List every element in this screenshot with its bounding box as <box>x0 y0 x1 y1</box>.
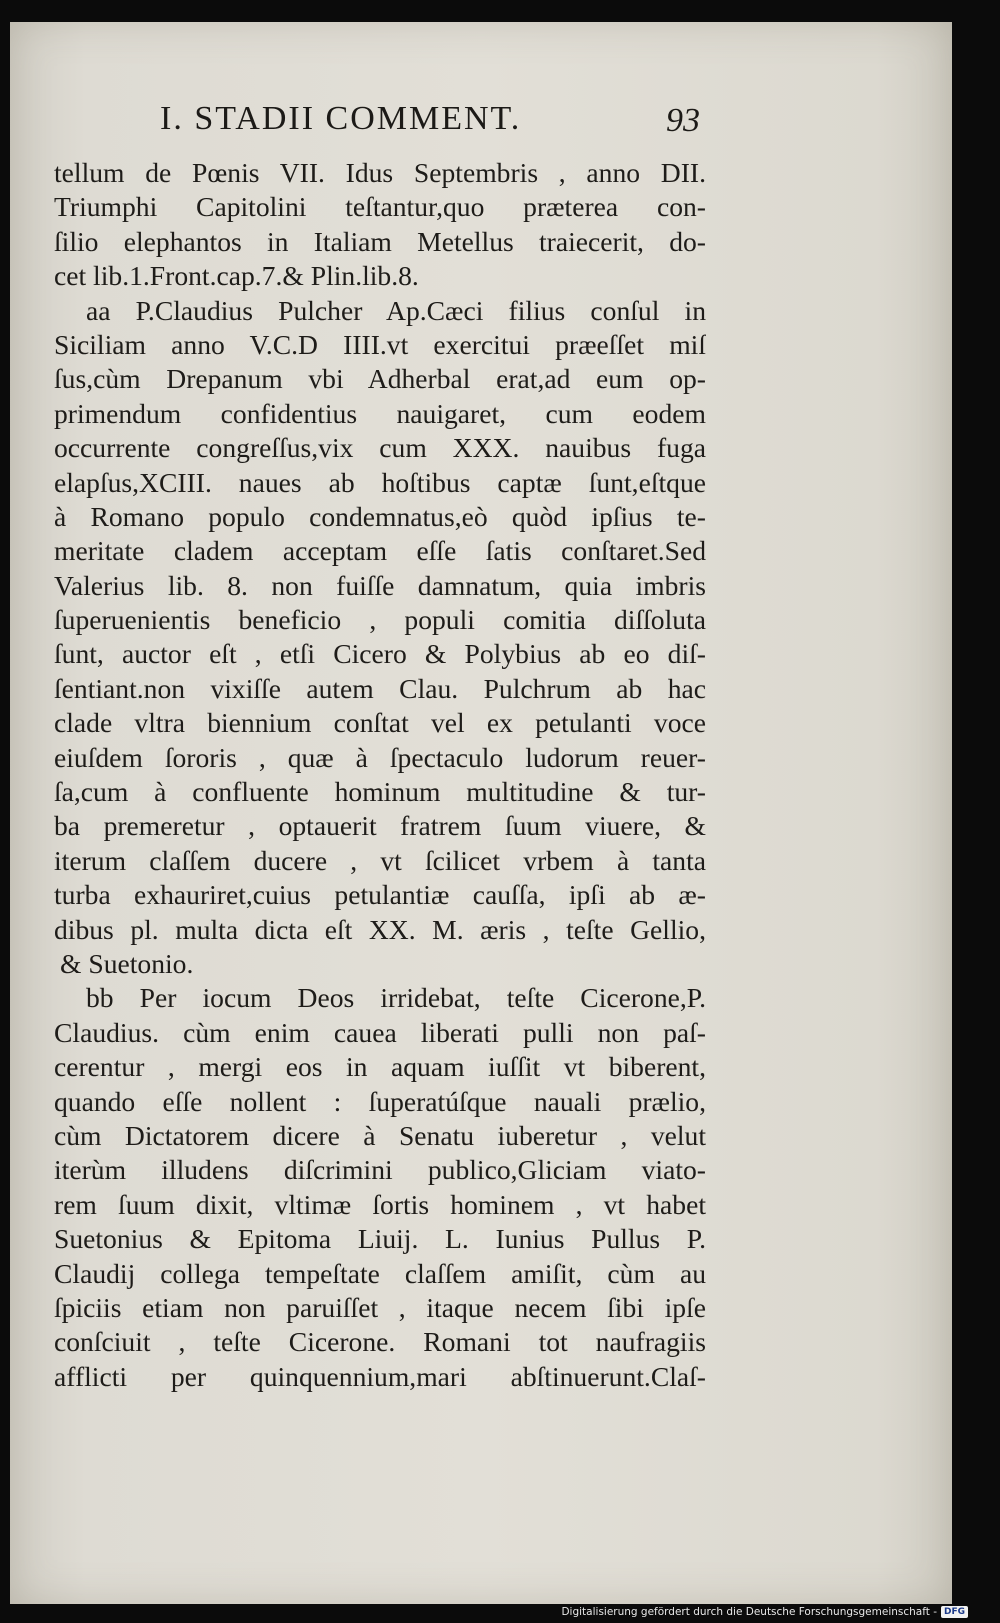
digitization-credit <box>561 1605 968 1619</box>
text-line: ſpiciis etiam non paruiſſet , itaque necem ſibi ipſe <box>54 1291 706 1323</box>
text-line: meritate cladem acceptam eſſe ſatis conſtaret.Sed <box>54 535 706 567</box>
text-line: quando eſſe nollent : ſuperatúſque nauali prælio, <box>54 1085 706 1117</box>
text-line: turba exhauriret,cuius petulantiæ cauſſa, ipſi ab æ- <box>54 879 706 911</box>
text-line: Valerius lib. 8. non fuiſſe damnatum, quia imbris <box>54 569 706 601</box>
text-line: iterùm illudens diſcrimini publico,Gliciam viato- <box>54 1154 706 1186</box>
text-line: eiuſdem ſororis , quæ à ſpectaculo ludorum reuer- <box>54 741 706 773</box>
text-line: cerentur , mergi eos in aquam iuſſit vt biberent, <box>54 1051 706 1083</box>
text-line: ſentiant.non vixiſſe autem Clau. Pulchrum ab hac <box>54 672 706 704</box>
running-header: I. STADII COMMENT. <box>160 100 522 137</box>
text-line: elapſus,XCIII. naues ab hoſtibus captæ ſunt,eſtque <box>54 466 706 498</box>
text-line: à Romano populo condemnatus,eò quòd ipſius te- <box>54 500 706 532</box>
text-line: cùm Dictatorem dicere à Senatu iuberetur , velut <box>54 1119 706 1151</box>
text-line: conſciuit , teſte Cicerone. Romani tot naufragiis <box>54 1326 706 1358</box>
text-line: dibus pl. multa dicta eſt XX. M. æris , teſte Gellio, <box>54 913 706 945</box>
text-line: ſunt, auctor eſt , etſi Cicero & Polybius ab eo diſ- <box>54 638 706 670</box>
text-line: Claudius. cùm enim cauea liberati pulli non paſ- <box>54 1016 706 1048</box>
text-line: afflicti per quinquennium,mari abſtinuerunt.Claſ- <box>54 1360 706 1392</box>
text-line: tellum de Pœnis VII. Idus Septembris , anno DII. <box>54 157 706 188</box>
text-line: rem ſuum dixit, vltimæ ſortis hominem , vt habet <box>54 1188 706 1220</box>
body-text <box>54 156 706 1394</box>
dfg-logo-icon: DFG <box>941 1606 968 1618</box>
text-line: & Suetonio. <box>60 947 194 979</box>
text-line: Triumphi Capitolini teſtantur,quo præterea con- <box>54 191 706 223</box>
credit-text: Digitalisierung gefördert durch die Deutsche Forschungsgemeinschaft - <box>561 1606 937 1618</box>
text-line: ſuperuenientis beneficio , populi comitia diſſoluta <box>54 604 706 636</box>
text-line: bb Per iocum Deos irridebat, teſte Cicerone,P. <box>86 982 706 1014</box>
text-line: ba premeretur , optauerit fratrem ſuum viuere, & <box>54 810 706 842</box>
text-line: Suetonius & Epitoma Liuij. L. Iunius Pullus P. <box>54 1223 706 1255</box>
text-line: cet lib.1.Front.cap.7.& Plin.lib.8. <box>54 260 419 292</box>
text-line: iterum claſſem ducere , vt ſcilicet vrbem à tanta <box>54 844 706 876</box>
page-number: 93 <box>666 102 700 139</box>
text-line: ſus,cùm Drepanum vbi Adherbal erat,ad eum op- <box>54 363 706 395</box>
text-line: primendum confidentius nauigaret, cum eodem <box>54 397 706 429</box>
text-line: ſa,cum à confluente hominum multitudine & tur- <box>54 776 706 808</box>
text-line: aa P.Claudius Pulcher Ap.Cæci filius conſul in <box>86 294 706 326</box>
text-line: occurrente congreſſus,vix cum XXX. nauibus fuga <box>54 432 706 464</box>
text-line: ſilio elephantos in Italiam Metellus traiecerit, do- <box>54 225 706 257</box>
text-line: clade vltra biennium conſtat vel ex petulanti voce <box>54 707 706 739</box>
text-line: Claudij collega tempeſtate claſſem amiſit, cùm au <box>54 1257 706 1289</box>
text-line: Siciliam anno V.C.D IIII.vt exercitui præeſſet miſ <box>54 328 706 360</box>
book-page <box>10 22 952 1604</box>
